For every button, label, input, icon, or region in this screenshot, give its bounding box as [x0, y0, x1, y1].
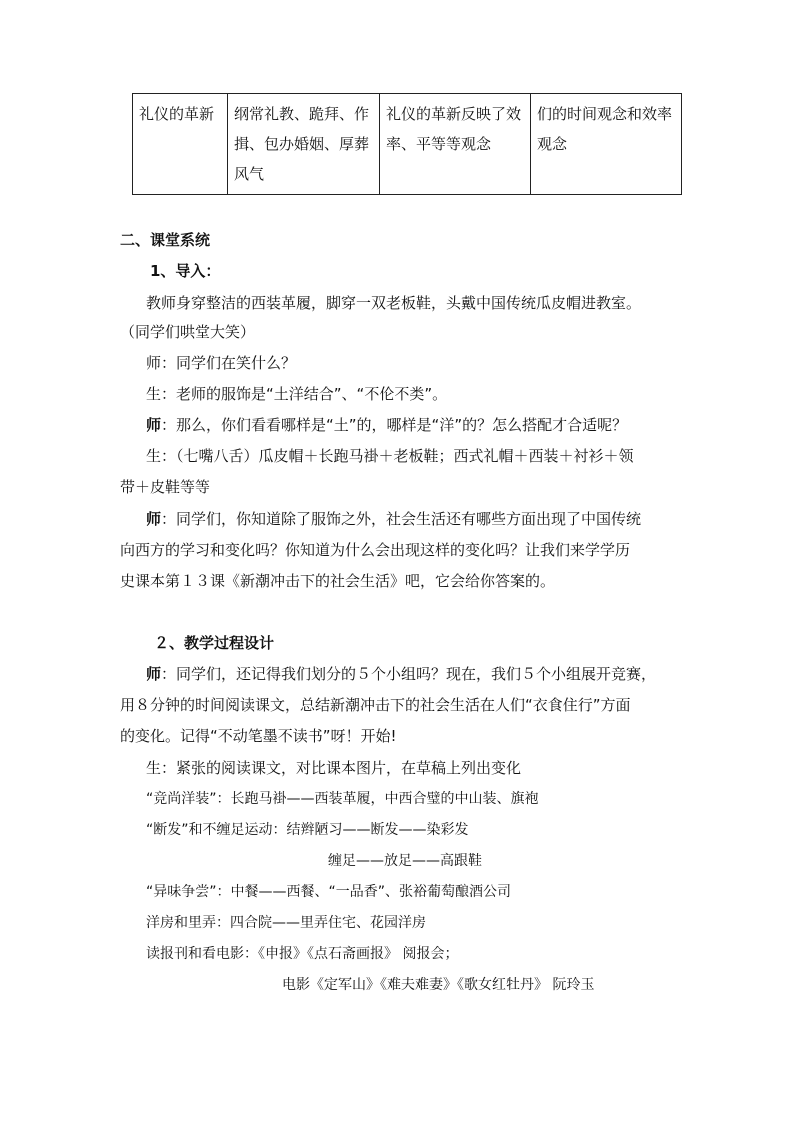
dialogue-text: ：同学们，还记得我们划分的５个小组吗？现在，我们５个小组展开竞赛，: [161, 665, 657, 683]
table-cell: 们的时间观念和效率观念: [531, 94, 682, 195]
dialogue-text: ：同学们，你知道除了服饰之外，社会生活还有哪些方面出现了中国传统: [161, 510, 642, 528]
list-item: “竞尚洋装”：长跑马褂——西装革履，中西合璧的中山装、旗袍: [146, 791, 539, 807]
table-cell: 纲常礼教、跪拜、作揖、包办婚姻、厚葬风气: [228, 94, 380, 195]
dialogue-line: [146, 507, 641, 531]
subsection-heading: ２、教学过程设计: [154, 634, 275, 652]
speaker-label: 师: [146, 665, 162, 683]
dialogue-line: 生：（七嘴八舌）瓜皮帽＋长跑马褂＋老板鞋；西式礼帽＋西装＋衬衫＋领: [146, 447, 634, 465]
dialogue-line: 带＋皮鞋等等: [120, 478, 211, 496]
dialogue-text: ：那么，你们看看哪样是“土”的，哪样是“洋”的？怎么搭配才合适呢？: [161, 416, 628, 434]
section-heading: 二、课堂系统: [120, 231, 211, 249]
paragraph-line: 教师身穿整洁的西装革履，脚穿一双老板鞋，头戴中国传统瓜皮帽进教室。: [146, 294, 642, 312]
paragraph-line: （同学们哄堂大笑）: [120, 323, 256, 341]
subsection-heading: 1、导入：: [150, 262, 221, 280]
dialogue-line: 师：同学们在笑什么？: [146, 354, 297, 372]
dialogue-line: 用８分钟的时间阅读课文，总结新潮冲击下的社会生活在人们“衣食住行”方面: [120, 696, 631, 714]
dialogue-line: [146, 662, 656, 686]
list-item: “断发”和不缠足运动：结辫陋习——断发——染彩发: [146, 822, 469, 838]
list-item: 洋房和里弄：四合院——里弄住宅、花园洋房: [146, 915, 426, 931]
dialogue-line: 生：紧张的阅读课文，对比课本图片，在草稿上列出变化: [146, 759, 522, 777]
dialogue-line: [146, 413, 627, 437]
table-cell: 礼仪的革新反映了效率、平等等观念: [380, 94, 531, 195]
dialogue-line: 史课本第１３课《新潮冲击下的社会生活》吧，它会给你答案的。: [120, 572, 556, 590]
list-item: 缠足——放足——高跟鞋: [328, 853, 482, 869]
table-row: [133, 94, 682, 195]
list-item: “异味争尝”：中餐——西餐、“一品香”、张裕葡萄酿酒公司: [146, 884, 512, 900]
list-item: 电影《定军山》《难夫难妻》《歌女红牡丹》 阮玲玉: [282, 977, 595, 993]
list-item: 读报刊和看电影：《申报》《点石斋画报》 阅报会；: [146, 946, 459, 962]
speaker-label: 师: [146, 510, 162, 528]
content-table: [132, 93, 682, 195]
dialogue-line: 生：老师的服饰是“土洋结合”、“不伦不类”。: [146, 385, 448, 403]
dialogue-line: 的变化。记得“不动笔墨不读书”呀！开始!: [120, 727, 397, 745]
table-cell: 礼仪的革新: [133, 94, 228, 195]
speaker-label: 师: [146, 416, 162, 434]
dialogue-line: 向西方的学习和变化吗？你知道为什么会出现这样的变化吗？让我们来学学历: [120, 541, 631, 559]
